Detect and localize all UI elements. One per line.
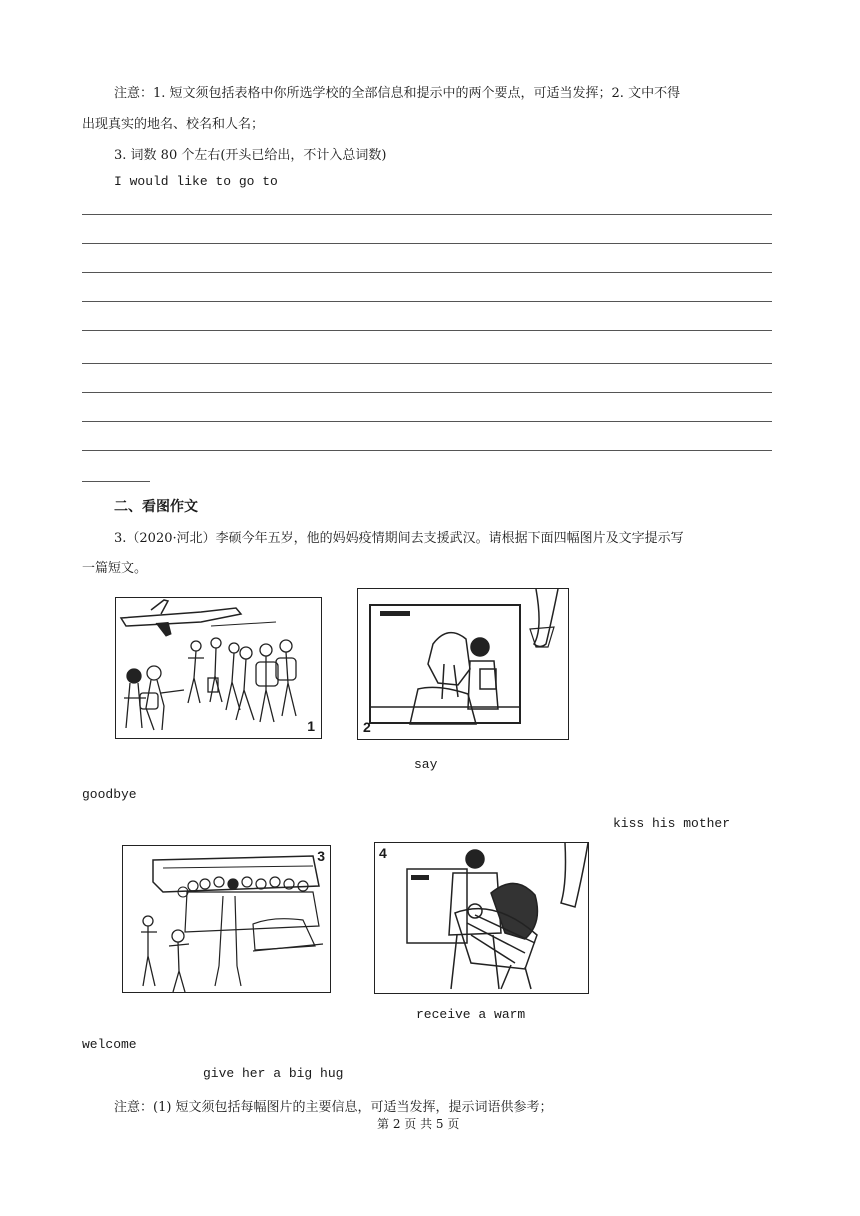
writing-opening: I would like to go to	[114, 174, 278, 189]
hint-give-her-a-big-hug: give her a big hug	[203, 1066, 344, 1081]
note-line-1: 注意：1. 短文须包括表格中你所选学校的全部信息和提示中的两个要点，可适当发挥；2. 文中不得	[114, 86, 681, 101]
picture-1-airport-farewell	[115, 597, 322, 739]
note-line-3: 3. 词数 80 个左右(开头已给出，不计入总词数)	[114, 148, 387, 163]
writing-line	[82, 481, 150, 482]
page-number: 第 2 页 共 5 页	[377, 1117, 460, 1131]
writing-line	[82, 243, 772, 244]
picture-4-family-hug	[374, 842, 589, 994]
writing-line	[82, 392, 772, 393]
writing-line	[82, 363, 772, 364]
section-title: 二、看图作文	[114, 499, 198, 515]
writing-line	[82, 272, 772, 273]
note-line-2: 出现真实的地名、校名和人名；	[82, 117, 265, 132]
question-line-1: 3.（2020·河北）李硕今年五岁，他的妈妈疫情期间去支援武汉。请根据下面四幅图片及文字提示写	[114, 531, 684, 546]
question-line-2: 一篇短文。	[82, 561, 148, 576]
hint-kiss-his-mother: kiss his mother	[613, 816, 731, 831]
hint-receive-a-warm: receive a warm	[416, 1007, 526, 1022]
writing-line	[82, 421, 772, 422]
writing-line	[82, 214, 772, 215]
hint-goodbye: goodbye	[82, 787, 137, 802]
hint-welcome: welcome	[82, 1037, 137, 1052]
writing-line	[82, 301, 772, 302]
picture-number: 3	[317, 848, 325, 864]
picture-number: 1	[307, 718, 315, 734]
picture-number: 2	[363, 719, 371, 735]
picture-2-kiss-goodbye	[357, 588, 569, 740]
picture-3-welcome-back	[122, 845, 331, 993]
note-footer: 注意：(1) 短文须包括每幅图片的主要信息，可适当发挥，提示词语供参考；	[114, 1100, 553, 1115]
hint-say: say	[414, 757, 438, 772]
writing-line	[82, 450, 772, 451]
writing-line	[82, 330, 772, 331]
picture-number: 4	[379, 845, 387, 861]
